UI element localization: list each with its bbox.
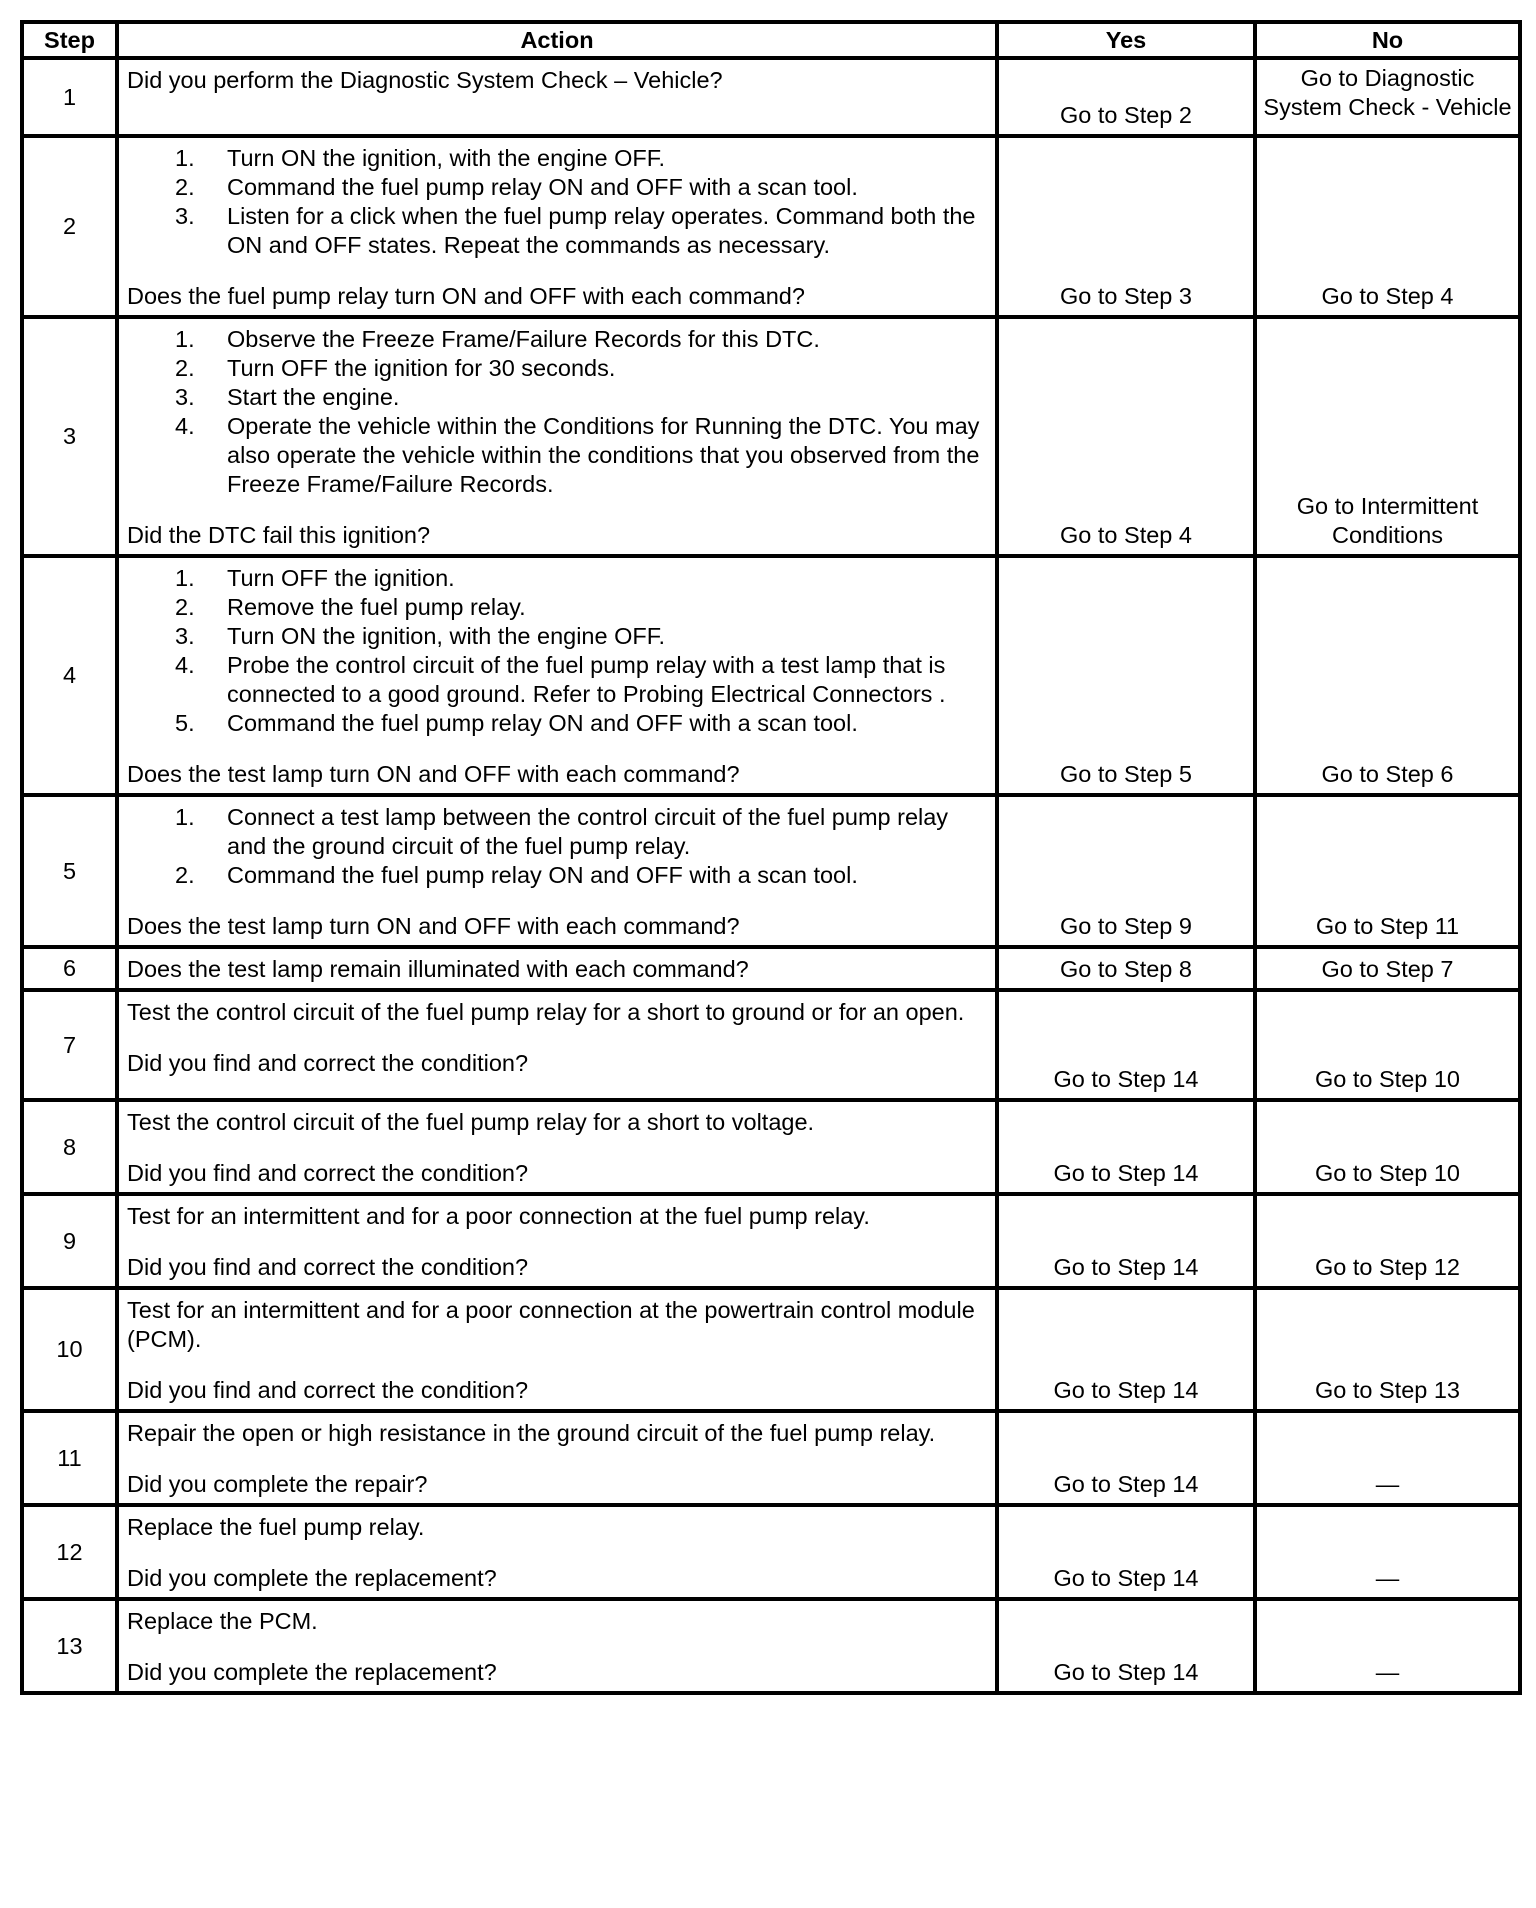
- yes-result: Go to Step 14: [997, 1288, 1255, 1411]
- action-instruction: Replace the PCM.: [127, 1608, 318, 1634]
- action-cell: [117, 317, 997, 556]
- action-question: Did you find and correct the condition?: [127, 1050, 529, 1076]
- action-cell: [117, 58, 997, 136]
- step-number: 6: [22, 947, 117, 990]
- action-cell: [117, 1411, 997, 1505]
- action-step-item: 4. Probe the control circuit of the fuel pump relay with a test lamp that is connected to a good ground. Refer to Probing Electrical Connectors .: [175, 652, 946, 707]
- action-step-text: Listen for a click when the fuel pump relay operates. Command both the ON and OFF states. Repeat the commands as necessary.: [227, 203, 976, 258]
- step-number: 8: [22, 1100, 117, 1194]
- yes-result: Go to Step 14: [997, 1411, 1255, 1505]
- action-question: Does the test lamp turn ON and OFF with each command?: [127, 913, 740, 939]
- yes-result: Go to Step 9: [997, 795, 1255, 947]
- no-result: —: [1255, 1411, 1520, 1505]
- action-cell: [117, 1288, 997, 1411]
- no-result: Go to Step 13: [1255, 1288, 1520, 1411]
- table-header-row: [22, 22, 1520, 58]
- action-cell: [117, 1194, 997, 1288]
- action-steps-list: [127, 325, 989, 499]
- action-step-text: Turn OFF the ignition.: [227, 565, 455, 591]
- no-result: Go to Step 10: [1255, 1100, 1520, 1194]
- action-question: Does the test lamp turn ON and OFF with each command?: [127, 761, 740, 787]
- action-step-text: Operate the vehicle within the Conditions for Running the DTC. You may also operate the vehicle within the conditions that you observed from the Freeze Frame/Failure Records.: [227, 413, 980, 497]
- action-instruction: Test for an intermittent and for a poor connection at the powertrain control module (PCM).: [127, 1297, 975, 1352]
- spacer: [127, 1027, 989, 1049]
- yes-result: Go to Step 5: [997, 556, 1255, 795]
- action-instruction: Replace the fuel pump relay.: [127, 1514, 425, 1540]
- action-cell: [117, 1599, 997, 1693]
- table-row: [22, 1194, 1520, 1288]
- no-result: —: [1255, 1505, 1520, 1599]
- action-instruction: Test the control circuit of the fuel pump relay for a short to voltage.: [127, 1109, 815, 1135]
- spacer: [127, 890, 989, 912]
- yes-result: Go to Step 4: [997, 317, 1255, 556]
- action-step-item: 2. Turn OFF the ignition for 30 seconds.: [175, 355, 616, 381]
- action-step-text: Turn ON the ignition, with the engine OFF.: [227, 145, 666, 171]
- header-action: Action: [117, 22, 997, 58]
- step-number: 1: [22, 58, 117, 136]
- action-instruction: Repair the open or high resistance in the ground circuit of the fuel pump relay.: [127, 1420, 936, 1446]
- action-step-text: Command the fuel pump relay ON and OFF with a scan tool.: [227, 174, 858, 200]
- step-number: 11: [22, 1411, 117, 1505]
- yes-result: Go to Step 14: [997, 1100, 1255, 1194]
- action-steps-list: [127, 803, 989, 890]
- action-question: Did you perform the Diagnostic System Check – Vehicle?: [127, 67, 723, 93]
- action-question: Did you find and correct the condition?: [127, 1254, 529, 1280]
- table-row: [22, 990, 1520, 1100]
- action-steps-list: [127, 564, 989, 738]
- action-cell: [117, 556, 997, 795]
- no-result: Go to Diagnostic System Check - Vehicle: [1255, 58, 1520, 136]
- no-result: Go to Step 10: [1255, 990, 1520, 1100]
- action-step-item: 3. Start the engine.: [175, 384, 400, 410]
- action-step-text: Start the engine.: [227, 384, 400, 410]
- action-step-item: 2. Remove the fuel pump relay.: [175, 594, 526, 620]
- no-result: Go to Intermittent Conditions: [1255, 317, 1520, 556]
- spacer: [127, 1636, 989, 1658]
- no-result: Go to Step 6: [1255, 556, 1520, 795]
- spacer: [127, 1354, 989, 1376]
- table-row: [22, 317, 1520, 556]
- action-step-text: Remove the fuel pump relay.: [227, 594, 526, 620]
- step-number: 4: [22, 556, 117, 795]
- action-step-item: 1. Connect a test lamp between the control circuit of the fuel pump relay and the ground circuit of the fuel pump relay.: [175, 804, 949, 859]
- spacer: [127, 260, 989, 282]
- action-cell: [117, 795, 997, 947]
- action-cell: [117, 136, 997, 317]
- action-step-item: 5. Command the fuel pump relay ON and OFF with a scan tool.: [175, 710, 858, 736]
- yes-result: Go to Step 2: [997, 58, 1255, 136]
- action-step-text: Command the fuel pump relay ON and OFF with a scan tool.: [227, 862, 858, 888]
- step-number: 5: [22, 795, 117, 947]
- diagnostic-steps-table: [20, 20, 1522, 1695]
- header-yes: Yes: [997, 22, 1255, 58]
- yes-result: Go to Step 14: [997, 1194, 1255, 1288]
- step-number: 10: [22, 1288, 117, 1411]
- spacer: [127, 1231, 989, 1253]
- action-step-item: 2. Command the fuel pump relay ON and OFF with a scan tool.: [175, 862, 858, 888]
- table-row: [22, 795, 1520, 947]
- diagnostic-table-document: [20, 20, 1518, 1695]
- spacer: [127, 499, 989, 521]
- action-question: Did you find and correct the condition?: [127, 1377, 529, 1403]
- action-steps-list: [127, 144, 989, 260]
- table-row: [22, 1100, 1520, 1194]
- no-result: Go to Step 4: [1255, 136, 1520, 317]
- action-step-item: 4. Operate the vehicle within the Conditions for Running the DTC. You may also operate the vehicle within the conditions that you observed from the Freeze Frame/Failure Records.: [175, 413, 980, 497]
- step-number: 3: [22, 317, 117, 556]
- action-question: Does the test lamp remain illuminated with each command?: [127, 956, 749, 982]
- table-body: [22, 58, 1520, 1693]
- spacer: [127, 1542, 989, 1564]
- action-question: Did you complete the repair?: [127, 1471, 428, 1497]
- action-step-item: 2. Command the fuel pump relay ON and OFF with a scan tool.: [175, 174, 858, 200]
- action-step-item: 1. Turn OFF the ignition.: [175, 565, 455, 591]
- yes-result: Go to Step 14: [997, 1599, 1255, 1693]
- action-step-text: Command the fuel pump relay ON and OFF with a scan tool.: [227, 710, 858, 736]
- table-row: [22, 1505, 1520, 1599]
- table-row: [22, 1288, 1520, 1411]
- action-cell: [117, 1100, 997, 1194]
- action-step-item: 1. Turn ON the ignition, with the engine OFF.: [175, 145, 666, 171]
- action-step-text: Probe the control circuit of the fuel pump relay with a test lamp that is connected to a good ground. Refer to Probing Electrical Connectors .: [227, 652, 946, 707]
- action-question: Does the fuel pump relay turn ON and OFF with each command?: [127, 283, 805, 309]
- header-step: Step: [22, 22, 117, 58]
- spacer: [127, 1448, 989, 1470]
- step-number: 7: [22, 990, 117, 1100]
- header-no: No: [1255, 22, 1520, 58]
- action-step-item: 1. Observe the Freeze Frame/Failure Records for this DTC.: [175, 326, 820, 352]
- table-row: [22, 947, 1520, 990]
- table-row: [22, 556, 1520, 795]
- action-step-text: Turn OFF the ignition for 30 seconds.: [227, 355, 616, 381]
- yes-result: Go to Step 8: [997, 947, 1255, 990]
- yes-result: Go to Step 14: [997, 990, 1255, 1100]
- action-question: Did you complete the replacement?: [127, 1565, 497, 1591]
- action-question: Did the DTC fail this ignition?: [127, 522, 431, 548]
- step-number: 12: [22, 1505, 117, 1599]
- action-instruction: Test the control circuit of the fuel pump relay for a short to ground or for an open.: [127, 999, 965, 1025]
- table-row: [22, 1411, 1520, 1505]
- action-step-text: Connect a test lamp between the control circuit of the fuel pump relay and the ground circuit of the fuel pump relay.: [227, 804, 949, 859]
- spacer: [127, 1137, 989, 1159]
- spacer: [127, 738, 989, 760]
- step-number: 13: [22, 1599, 117, 1693]
- action-cell: [117, 990, 997, 1100]
- table-row: [22, 136, 1520, 317]
- step-number: 2: [22, 136, 117, 317]
- no-result: Go to Step 11: [1255, 795, 1520, 947]
- table-row: [22, 1599, 1520, 1693]
- action-question: Did you find and correct the condition?: [127, 1160, 529, 1186]
- action-cell: [117, 947, 997, 990]
- action-step-text: Observe the Freeze Frame/Failure Records for this DTC.: [227, 326, 820, 352]
- action-step-item: 3. Listen for a click when the fuel pump relay operates. Command both the ON and OFF states. Repeat the commands as necessary.: [175, 203, 976, 258]
- no-result: Go to Step 7: [1255, 947, 1520, 990]
- step-number: 9: [22, 1194, 117, 1288]
- action-question: Did you complete the replacement?: [127, 1659, 497, 1685]
- yes-result: Go to Step 14: [997, 1505, 1255, 1599]
- no-result: —: [1255, 1599, 1520, 1693]
- action-cell: [117, 1505, 997, 1599]
- action-step-item: 3. Turn ON the ignition, with the engine OFF.: [175, 623, 666, 649]
- action-instruction: Test for an intermittent and for a poor connection at the fuel pump relay.: [127, 1203, 870, 1229]
- no-result: Go to Step 12: [1255, 1194, 1520, 1288]
- yes-result: Go to Step 3: [997, 136, 1255, 317]
- table-row: [22, 58, 1520, 136]
- action-step-text: Turn ON the ignition, with the engine OFF.: [227, 623, 666, 649]
